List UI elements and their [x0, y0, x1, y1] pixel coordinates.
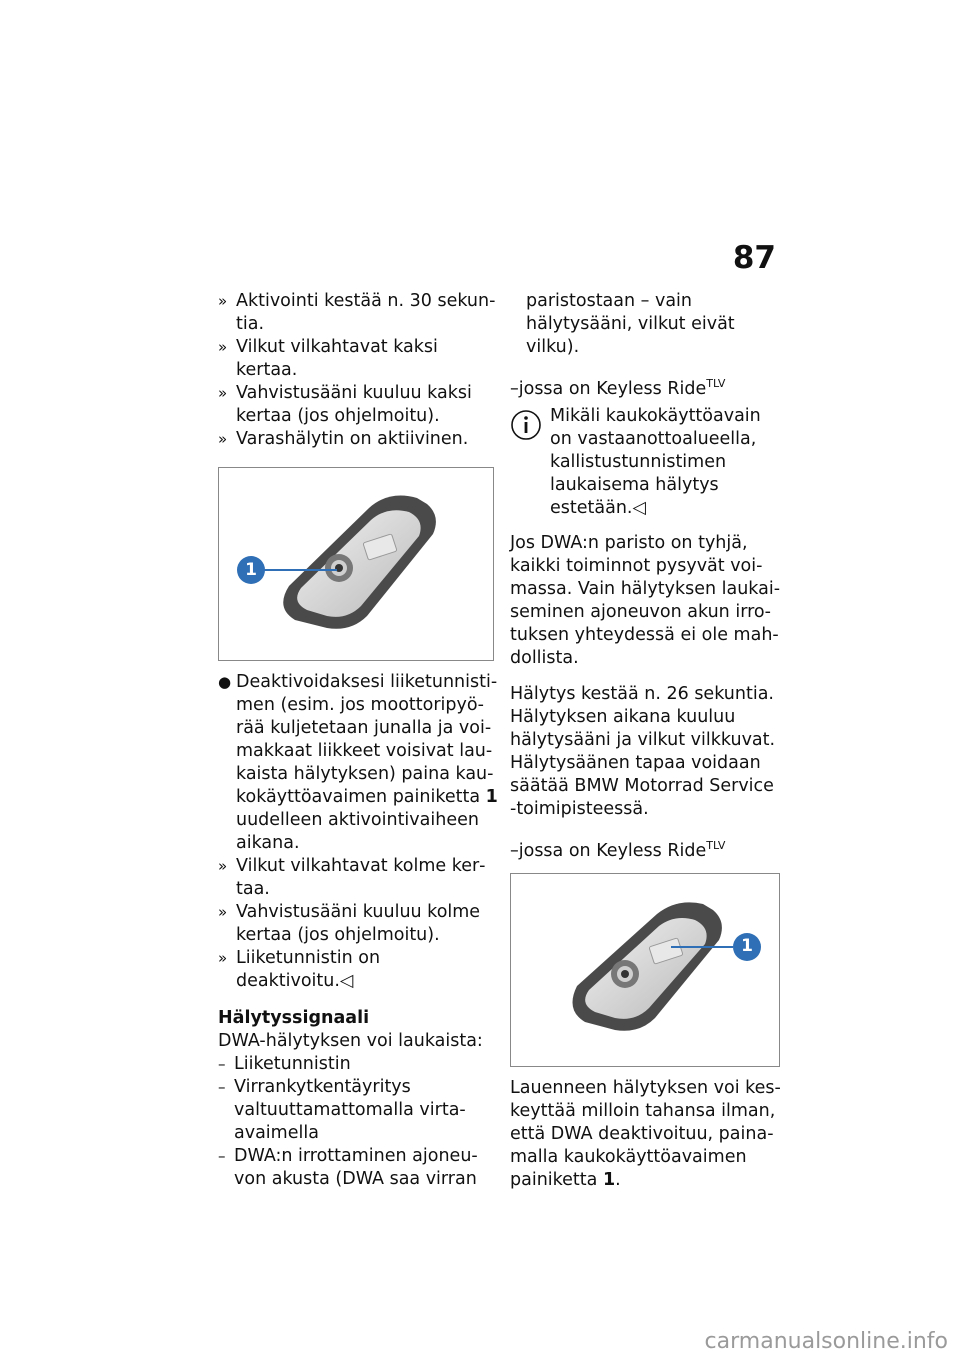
alarm-intro: DWA-hälytyksen voi laukaista: [218, 1031, 483, 1051]
dash-icon: – [218, 1147, 226, 1165]
list-item: – DWA:n irrottaminen ajoneuvon akusta (DWA saa virran [218, 1146, 478, 1189]
list-item: » Varashälytin on aktiivinen. [218, 429, 469, 449]
list-item: » Vilkut vilkahtavat kaksi kertaa. [218, 337, 438, 380]
activation-results-list [218, 290, 498, 451]
right-column [510, 290, 782, 1205]
list-item: » Vahvistusääni kuuluu kaksi kertaa (jos ohjelmoitu). [218, 383, 472, 426]
keyless-ride-label: –jossa on Keyless Ride$^{TLV}$ [510, 377, 726, 399]
page-number: 87 [732, 240, 776, 276]
arrow-icon: » [218, 384, 228, 402]
section-heading: Hälytyssignaali [218, 1008, 370, 1028]
list-item: » Vilkut vilkahtavat kolme kertaa. [218, 856, 486, 899]
list-item: » Liiketunnistin on deaktivoitu.◁ [218, 948, 381, 991]
watermark: carmanualsonline.info [704, 1329, 948, 1354]
callout-marker: 1 [237, 556, 265, 584]
list-continuation: paristostaan – vain hälytysääni, vilkut eivät vilku). [526, 291, 735, 357]
list-item: » Aktivointi kestää n. 30 sekuntia. [218, 291, 496, 334]
info-note: Mikäli kaukokäyttöavain on vastaanottoalueella, kallistustunnistimen laukaisema hälytys estetään.◁ [510, 405, 782, 520]
bullet-icon: ● [218, 673, 232, 691]
arrow-icon: » [218, 430, 228, 448]
arrow-icon: » [218, 338, 228, 356]
callout-line [263, 569, 337, 571]
remote-key-figure [510, 873, 780, 1067]
callout-marker: 1 [733, 933, 761, 961]
arrow-icon: » [218, 903, 228, 921]
keyless-ride-label: –jossa on Keyless Ride$^{TLV}$ [510, 838, 726, 861]
arrow-icon: » [218, 949, 228, 967]
list-item: » Vahvistusääni kuuluu kolme kertaa (jos ohjelmoitu). [218, 902, 481, 945]
left-column [218, 290, 498, 1191]
dash-icon: – [218, 1078, 226, 1096]
remote-key-figure [218, 467, 494, 661]
callout-line [671, 946, 733, 948]
info-icon [510, 409, 542, 441]
remote-key-illustration [511, 874, 779, 1066]
cancel-alarm-paragraph: Lauenneen hälytyksen voi keskeyttää milloin tahansa ilman, että DWA deaktivoituu, painamalla kaukokäyttöavaimen painiketta 1. [510, 1077, 781, 1190]
alarm-duration-paragraph: Hälytys kestää n. 26 sekuntia. Hälytyksen aikana kuuluu hälytysääni ja vilkut vilkkuvat. Hälytysäänen tapaa voidaan säätää BMW Motorrad Service -toimipisteessä. [510, 683, 776, 819]
list-item: – Virrankytkentäyritys valtuuttamattomalla virta-avaimella [218, 1077, 466, 1143]
list-item: – Liiketunnistin [218, 1054, 351, 1074]
trigger-list [218, 1053, 498, 1191]
deactivate-instruction: ● Deaktivoidaksesi liiketunnistimen (esim. jos moottoripyörää kuljetetaan junalla ja voimakkaat liikkeet voisivat laukaista hälytyksen) paina kaukokäyttöavaimen painiketta 1 uudelleen aktivointivaiheen aikana. [218, 672, 498, 853]
battery-paragraph: Jos DWA:n paristo on tyhjä, kaikki toiminnot pysyvät voimassa. Vain hälytyksen laukaiseminen ajoneuvon akun irrotuksen yhteydessä ei ole mahdollista. [510, 532, 781, 668]
arrow-icon: » [218, 857, 228, 875]
deactivation-results-list [218, 855, 498, 993]
arrow-icon: » [218, 292, 228, 310]
dash-icon: – [218, 1055, 226, 1073]
